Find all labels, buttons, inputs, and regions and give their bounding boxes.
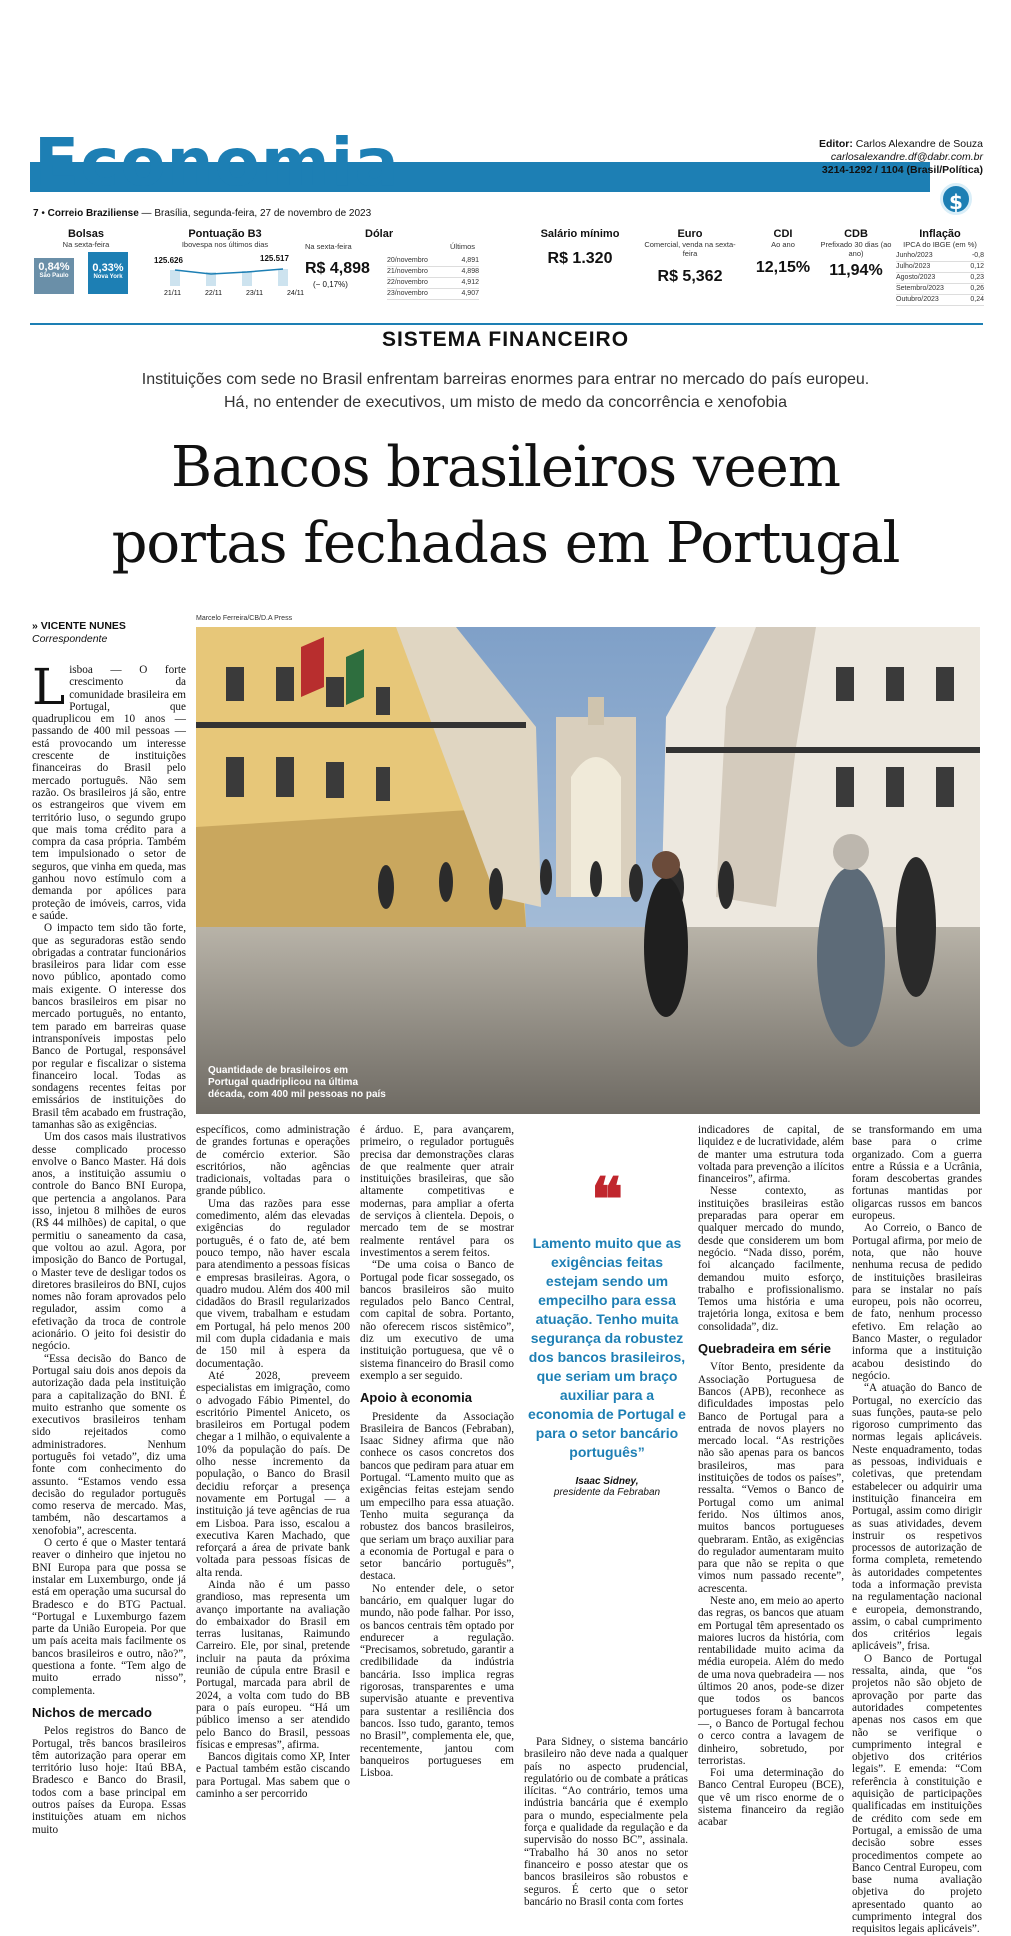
editor-email[interactable]: carlosalexandre.df@dabr.com.br <box>830 151 983 163</box>
paragraph: Um dos casos mais ilustrativos desse complicado processo envolve o Banco Master. Há dois anos, a instituição assumiu o controle do Banco BNI Europa, que pertencia a angolanos. Para isso, injetou 8 milhões de euros (R$ 44 milhões) de capital, o que permitiu o saneamento da casa, que voltou ao azul. Agora, por imposição do Banco de Portugal, o Master teve de desligar todos os diretores brasileiros do BNI, cujos nomes não foram aprovados pelo regulador, assim como a efetivação da troca de controle acionário. O jeito foi desistir do negócio. <box>32 1131 186 1353</box>
bolsas-title: Bolsas <box>67 228 105 240</box>
salario-title: Salário mínimo <box>540 228 620 240</box>
dolar-table: 20/novembro 4,891 21/novembro 4,898 22/novembro 4,912 23/novembro 4,907 <box>387 256 479 300</box>
paragraph: Ao Correio, o Banco de Portugal afirma, por meio de nota, que não houve nenhuma recusa de pedido de instituições brasileiras para se instalar no país europeu, pois não ocorreu, de fato, nenhum processo efetivo. Em relação ao Banco Master, o regulador informa que a instituição acabou desistindo do negócio. <box>852 1222 982 1382</box>
deck-line-1: Instituições com sede no Brasil enfrentam barreiras enormes para entrar no mercado do país europeu. <box>141 371 870 388</box>
byline-role: Correspondente <box>32 633 108 645</box>
cdb-title: CDB <box>844 228 868 240</box>
dolar-sub: Na sexta-feira <box>305 242 352 251</box>
pontuacao-days: 21/11 22/11 23/11 24/11 <box>164 290 304 297</box>
subhead: Apoio à economia <box>360 1390 472 1406</box>
kicker: SISTEMA FINANCEIRO <box>381 328 630 351</box>
dolar-title: Dólar <box>365 228 394 240</box>
dolar-value: R$ 4,898 <box>305 260 370 277</box>
arrow-up-icon <box>88 252 128 294</box>
kicker-rule <box>30 323 983 325</box>
salario-block <box>525 228 635 268</box>
paragraph: Presidente da Associação Brasileira de Bancos (Febraban), Isaac Sidney afirma que não conhece os casos concretos dos bancos que pediram para atuar em Portugal. “Lamento muito que as exigências feitas estejam sendo um empecilho para essa atuação. Tenho muita segurança da robustez dos bancos brasileiros, que seriam um braço auxiliar para a economia de Portugal e para o setor bancário português”, destaca. <box>360 1410 514 1583</box>
photo-credit: Marcelo Ferreira/CB/D.A Press <box>196 615 293 622</box>
inflacao-title: Inflação <box>919 228 961 240</box>
pontuacao-block <box>150 228 304 297</box>
subhead: Nichos de mercado <box>32 1704 152 1720</box>
pull-quote-role: presidente da Febraban <box>553 1487 661 1498</box>
arrow-down-icon <box>34 258 74 294</box>
paragraph: se transformando em uma base para o crime organizado. Com a guerra entre a Rússia e a Ucrânia, foram descobertas grandes fortunas mantidas por oligarcas russos em bancos europeus. <box>852 1124 982 1223</box>
folio-paper: Correio Braziliense <box>47 208 139 219</box>
headline-line-1: Bancos brasileiros veem <box>171 435 840 500</box>
sp-value: 0,84% <box>38 261 70 273</box>
dolar-sub2: Últimos <box>450 242 476 251</box>
article-column-3 <box>360 1124 514 1904</box>
inflacao-table: Junho/2023 -0,8 Julho/2023 0,12 Agosto/2023 0,23 Setembro/2023 0,26 Outubro/2023 0,24 <box>896 251 984 306</box>
paragraph: Uma das razões para esse comedimento, além das elevadas exigências do regulador português, é o fato de, até bem pouco tempo, não haver escala para atendimento a pessoas físicas e empresas brasileiras. Agora, o quadro mudou. Além dos 400 mil cidadãos do Brasil regularizados que vivem, trabalham e estudam em Portugal, há pelo menos 200 mil com dupla cidadania e mais de 150 mil à espera da documentação. <box>196 1197 350 1370</box>
cdi-title: CDI <box>773 228 793 240</box>
paragraph: O certo é que o Master tentará reaver o dinheiro que injetou no BNI Europa para que possa se instalar em Luxemburgo, onde já está em operação uma sucursal do Bradesco e do BTG Pactual. “Portugal e Luxemburgo fazem parte da União Europeia. Por que um país aceita mais facilmente os bancos brasileiros e outro, não?”, questiona a fonte. “Tem algo de muito errado nisso”, complementa. <box>32 1537 186 1697</box>
paragraph: O Banco de Portugal ressalta, ainda, que “os projetos não são objeto de aprovação por parte das autoridades competentes apenas nos casos em que não se verifique o cumprimento integral e objetivo dos critérios legais”. E emenda: “Com referência à constituição e aquisição de participações qualificadas em instituições de crédito com sede em Portugal, a emissão de uma decisão sobre esses procedimentos compete ao Banco Central Europeu, com base numa avaliação objetiva do projeto apresentado quanto ao cumprimento integral dos requisitos legais aplicáveis”. <box>852 1652 982 1936</box>
byline <box>32 620 126 646</box>
paragraph: No entender dele, o setor bancário, em qualquer lugar do mundo, não pode falhar. Por isso, os bancos centrais têm optado por endurecer a regulação. “Precisamos, sobretudo, garantir a credibilidade da indústria bancária. Isso implica regras rigorosas, transparentes e uma supervisão atuante e preventiva para sustentar a resiliência dos bancos. Isso tudo, garanto, temos no Brasil”, complementa ele, que, recentemente, jantou com banqueiros portugueses em Lisboa. <box>360 1582 514 1780</box>
dolar-change: (− 0,17%) <box>313 280 348 289</box>
paragraph: indicadores de capital, de liquidez e de lucratividade, além de manter uma estrutura toda voltada para prevenção a ilícitos financeiros”, afirma. <box>698 1124 844 1186</box>
euro-sub: Comercial, venda na sexta-feira <box>644 240 736 258</box>
dollar-icon: $ <box>940 183 972 215</box>
euro-value: R$ 5,362 <box>657 268 723 285</box>
inflacao-block <box>896 228 984 306</box>
paragraph: Bancos digitais como XP, Inter e Pactual também estão ciscando para Portugal. Mas sabem que o caminho a ser percorrido <box>196 1751 350 1801</box>
cdb-value: 11,94% <box>829 262 883 279</box>
paragraph: Para Sidney, o sistema bancário brasileiro não deve nada a qualquer país no aspecto prudencial, regulatório ou de combate a práticas ilícitas. “Ao contrário, temos uma indústria bancária que é exemplo para o mundo, especialmente pela força e qualidade da regulação e da supervisão do nosso BC”, assinala. “Trabalho há 30 anos no setor financeiro e posso atestar que os bancos brasileiros são robustos e seguros. É certo que o setor bancário no Brasil conta com fortes <box>524 1736 688 1908</box>
lead-paragraph: Lisboa — O forte crescimento da comunidade brasileira em Portugal, que quadruplicou em 10 anos — passando de 400 mil pessoas — está provocando um interesse crescente de instituições financeiras do Brasil pelo mercado português. Não sem razão. Os brasileiros já são, entre os estrangeiros que vivem em território luso, o segundo grupo que mais toma crédito para a compra da casa própria. Também tem impulsionado o setor de seguros, que vinha em queda, mas ganhou novo estímulo com a demanda por apólices para proteção de imóveis, carros, vida e saúde. <box>32 658 186 922</box>
pontuacao-v1: 125.626 <box>154 256 183 265</box>
deck <box>0 368 1011 414</box>
pontuacao-sparkline <box>154 266 299 288</box>
ny-label: Nova York <box>93 274 123 280</box>
ny-value: 0,33% <box>92 262 124 274</box>
folio-date: Brasília, segunda-feira, 27 de novembro de 2023 <box>154 208 372 219</box>
article-column-1 <box>32 658 186 1904</box>
pontuacao-v2: 125.517 <box>260 254 289 263</box>
article-column-5 <box>698 1124 844 1904</box>
dropcap: L <box>32 658 66 716</box>
folio: 7 • Correio Braziliense — Brasília, segunda-feira, 27 de novembro de 2023 <box>33 208 372 219</box>
byline-name: » VICENTE NUNES <box>32 620 126 632</box>
subhead: Quebradeira em série <box>698 1341 831 1357</box>
street-photo <box>196 627 980 1114</box>
article-column-6 <box>852 1124 982 1936</box>
cdi-sub: Ao ano <box>771 240 795 249</box>
editor-name: Carlos Alexandre de Souza <box>855 138 983 150</box>
paragraph: Foi uma determinação do Banco Central Europeu (BCE), que vê um risco enorme de o sistema financeiro da região acabar <box>698 1767 844 1829</box>
dolar-block <box>305 228 480 297</box>
paragraph: “De uma coisa o Banco de Portugal pode ficar sossegado, os bancos brasileiros são muito regulados pelo Banco Central, com capital de sobra. Portanto, não oferecem riscos sistêmico”, diz um executivo de uma instituição portuguesa, que vê o sistema financeiro do Brasil como exemplo a ser seguido. <box>360 1259 514 1382</box>
pontuacao-title: Pontuação B3 <box>188 228 262 240</box>
editor-label: Editor: <box>819 138 853 150</box>
cdb-block <box>818 228 894 280</box>
article-column-4 <box>524 1736 688 1906</box>
paragraph: Ainda não é um passo grandioso, mas representa um avanço importante na avaliação do embaixador do Brasil em terras lusitanas, Raimundo Carreiro. Ele, por sinal, pretende incluir na pauta da próxima reunião de cúpula entre Brasil e Portugal, marcada para abril de 2024, a volta com tudo do BB para o país europeu. “Há um público imenso a ser atendido pelo Banco do Brasil, pessoas físicas e empresas”, afirma. <box>196 1578 350 1751</box>
article-column-2 <box>196 1124 350 1904</box>
cdi-block <box>748 228 818 277</box>
euro-title: Euro <box>677 228 703 240</box>
euro-block <box>640 228 740 286</box>
cdb-sub: Prefixado 30 dias (ao ano) <box>820 240 892 258</box>
market-strip <box>30 228 985 308</box>
inflacao-sub: IPCA do IBGE (em %) <box>903 240 977 249</box>
pull-quote-author: Isaac Sidney, <box>575 1476 639 1487</box>
paragraph: “A atuação do Banco de Portugal, no exercício das suas funções, pauta-se pelo rigoroso cumprimento das normas legais aplicáveis. Neste enquadramento, todas as pessoas, individuais e coletivas, que pretendam estabelecer ou adquirir uma instituição financeira em Portugal, assim como dirigir as suas atividades, devem instruir os respetivos processos de autorização de forma completa, remetendo às autoridades competentes toda a informação prevista na regulamentação nacional e europeia, demonstrando, assim, o cabal cumprimento dos critérios legais aplicáveis”, frisa. <box>852 1382 982 1653</box>
bolsas-sub: Na sexta-feira <box>62 240 110 249</box>
cdi-value: 12,15% <box>755 259 811 276</box>
quote-marks-icon: ❝ <box>590 1165 624 1235</box>
deck-line-2: Há, no entender de executivos, um misto de medo da concorrência e xenofobia <box>224 394 787 411</box>
paragraph: específicos, como administração de grandes fortunas e operações de comércio exterior. São escritórios, não agências tradicionais, voltadas para o grande público. <box>196 1124 350 1198</box>
headline-line-2: portas fechadas em Portugal <box>111 511 900 576</box>
paragraph: Pelos registros do Banco de Portugal, três bancos brasileiros têm autorização para operar em território luso hoje: Itaú BBA, Bradesco e Banco do Brasil, todos com a base principal em outros países da Europa. Essas instituições atuam em nichos muito <box>32 1725 186 1836</box>
salario-value: R$ 1.320 <box>547 250 613 267</box>
pontuacao-sub: Ibovespa nos últimos dias <box>181 240 269 249</box>
pull-quote <box>528 1165 686 1498</box>
editor-phone: 3214-1292 / 1104 (Brasil/Política) <box>821 164 983 176</box>
section-title: Economia <box>34 124 400 201</box>
paragraph: “Essa decisão do Banco de Portugal saiu dois anos depois da autorização dada pela instituição para a capitalização do BNI. É muito estranho que somente os executivos brasileiros tenham sido rejeitados como administradores. Nenhum português foi vetado”, diz uma fonte com conhecimento do assunto. “Estamos vendo essa decisão do regulador português como reserva de mercado. Mas, também, não descartamos a xenofobia”, acrescenta. <box>32 1352 186 1537</box>
sp-label: São Paulo <box>39 273 69 279</box>
pull-quote-text: Lamento muito que as exigências feitas estejam sendo um empecilho para essa atuação. Tenho muita segurança da robustez dos bancos brasileiros, que seriam um braço auxiliar para a economia de Portugal e para o setor bancário português” <box>528 1235 686 1460</box>
folio-page: 7 <box>33 208 39 219</box>
paragraph: é árduo. E, para avançarem, primeiro, o regulador português precisa dar demonstrações claras de que realmente quer atrair instituições brasileiras, que são altamente competitivas e modernas, para ampliar a oferta de serviços à clientela. Depois, o mercado tem de se mostrar realmente rentável para os investimentos a serem feitos. <box>360 1124 514 1259</box>
paragraph: Até 2028, preveem especialistas em imigração, como o advogado Fábio Pimentel, do escritório Pimentel Aniceto, os brasileiros em Portugal podem chegar a 1 milhão, o equivalente a 10% da população do país. De olho nesse incremento da população, o Banco do Brasil decidiu reforçar a presença novamente em Portugal — a instituição já teve agências de rua em Lisboa. Para isso, escalou a executiva Karen Machado, que reforçará a área de private bank voltada para pessoas físicas de alta renda. <box>196 1369 350 1579</box>
editor-info <box>819 138 983 177</box>
paragraph: O impacto tem sido tão forte, que as seguradoras estão sendo obrigadas a contratar funcionários brasileiros para lidar com esse novo público, apontado como mais exigente. O interesse dos bancos brasileiros em pisar no mercado português, no entanto, tem parado em barreiras quase intransponíveis impostas pelo Banco de Portugal, responsável por regular e fiscalizar o sistema financeiro local. Todas as sondagens recentes feitas por emissários de instituições do Brasil têm acabado em frustração, tamanhas são as exigências. <box>32 922 186 1131</box>
paragraph: Vítor Bento, presidente da Associação Portuguesa de Bancos (APB), reconhece as dificuldades impostas pelo Banco de Portugal para a entrada de novos players no mercado local. “As restrições não são apenas para os bancos brasileiros, mas para instituições de todos os países”, ressalta. “Vemos o Banco de Portugal como um animal ferido. Nos últimos anos, muitos bancos portugueses quebraram. Então, as exigências do regulador aumentaram muito para que não se repita o que vimos num passado recente”, acrescenta. <box>698 1361 844 1595</box>
photo-caption: Quantidade de brasileiros em Portugal quadriplicou na última década, com 400 mil pessoas no país <box>208 1065 386 1100</box>
bolsas-block <box>30 228 142 280</box>
paragraph: Nesse contexto, as instituições brasileiras estão preparadas para operar em qualquer mercado do mundo, desde que considerem um bom negócio. “Nada disso, porém, foi alcançado facilmente, demandou muito esforço, trabalho e profissionalismo. Temos uma história e uma trajetória longa, exitosa e bem consolidada”, diz. <box>698 1185 844 1333</box>
headline <box>0 430 1011 582</box>
paragraph: Neste ano, em meio ao aperto das regras, os bancos que atuam em Portugal têm apresentado os maiores lucros da história, com rentabilidade muito acima da média europeia. Além do medo de uma nova quebradeira — nos últimos 20 anos, pode-se dizer que todos os bancos portugueses foram à bancarrota —, o Banco de Portugal fechou o cerco contra a lavagem de dinheiro, sobretudo, por terroristas. <box>698 1594 844 1767</box>
